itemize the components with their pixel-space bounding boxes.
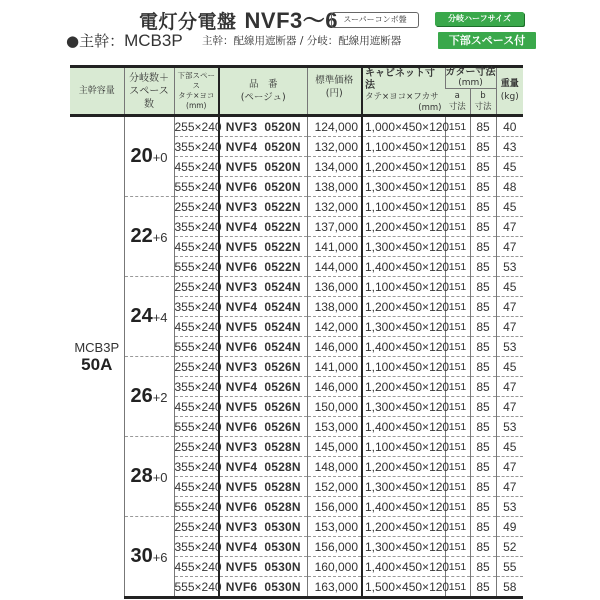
cabinet-size-cell: 1,200×450×120 [362, 297, 445, 317]
model-number-cell: NVF6 0526N [219, 417, 307, 437]
model-number-cell: NVF6 0520N [219, 177, 307, 197]
gutter-b-cell: 85 [470, 497, 496, 517]
header-gutter: ガター寸法 (mm) [445, 67, 496, 89]
gutter-b-cell: 85 [470, 337, 496, 357]
gutter-a-cell: 151 [445, 116, 470, 137]
bottom-space-badge: 下部スペース付 [438, 32, 536, 49]
branch-count-cell [124, 517, 174, 598]
gutter-a-cell: 151 [445, 237, 470, 257]
price-cell: 146,000 [307, 337, 362, 357]
model-number-cell: NVF6 0524N [219, 337, 307, 357]
branch-count-cell [124, 277, 174, 357]
bottom-space-cell: 555×240 [174, 497, 219, 517]
gutter-a-cell: 151 [445, 377, 470, 397]
bottom-space-cell: 255×240 [174, 197, 219, 217]
gutter-b-cell: 85 [470, 577, 496, 598]
branch-count: 24 [130, 305, 153, 327]
gutter-b-cell: 85 [470, 157, 496, 177]
model-number-cell: NVF6 0530N [219, 577, 307, 598]
model-number-cell: NVF4 0524N [219, 297, 307, 317]
spec-table [70, 65, 523, 599]
price-cell: 141,000 [307, 357, 362, 377]
price-cell: 138,000 [307, 177, 362, 197]
branch-count: 30 [130, 545, 153, 567]
gutter-a-cell: 151 [445, 257, 470, 277]
gutter-b-cell: 85 [470, 177, 496, 197]
model-number-cell: NVF5 0520N [219, 157, 307, 177]
bottom-space-cell: 555×240 [174, 257, 219, 277]
gutter-a-cell: 151 [445, 197, 470, 217]
gutter-b-cell: 85 [470, 317, 496, 337]
header-price: 標準価格 (円) [307, 67, 362, 116]
model-number-cell: NVF5 0522N [219, 237, 307, 257]
branch-count: 20 [130, 145, 153, 167]
weight-cell: 45 [496, 277, 523, 297]
bottom-space-cell: 255×240 [174, 517, 219, 537]
weight-cell: 45 [496, 197, 523, 217]
gutter-b-cell: 85 [470, 457, 496, 477]
price-cell: 138,000 [307, 297, 362, 317]
model-number-cell: NVF4 0522N [219, 217, 307, 237]
gutter-a-cell: 151 [445, 537, 470, 557]
weight-cell: 47 [496, 377, 523, 397]
table-row [70, 437, 523, 457]
gutter-b-cell: 85 [470, 537, 496, 557]
cabinet-size-cell: 1,300×450×120 [362, 477, 445, 497]
header-weight: 重量 (kg) [496, 67, 523, 116]
cabinet-size-cell: 1,100×450×120 [362, 277, 445, 297]
space-count: +0 [152, 470, 168, 485]
weight-cell: 53 [496, 417, 523, 437]
branch-count: 26 [130, 385, 153, 407]
cabinet-size-cell: 1,100×450×120 [362, 197, 445, 217]
bottom-space-cell: 455×240 [174, 477, 219, 497]
bottom-space-cell: 555×240 [174, 177, 219, 197]
weight-cell: 45 [496, 157, 523, 177]
weight-cell: 40 [496, 116, 523, 137]
price-cell: 160,000 [307, 557, 362, 577]
breaker-description: 主幹：配線用遮断器 / 分岐：配線用遮断器 [202, 35, 402, 47]
price-cell: 148,000 [307, 457, 362, 477]
model-number-cell: NVF6 0528N [219, 497, 307, 517]
model-number-cell: NVF4 0520N [219, 137, 307, 157]
weight-cell: 47 [496, 217, 523, 237]
cabinet-size-cell: 1,300×450×120 [362, 177, 445, 197]
price-cell: 153,000 [307, 417, 362, 437]
cabinet-size-cell: 1,200×450×120 [362, 157, 445, 177]
weight-cell: 43 [496, 137, 523, 157]
cabinet-size-cell: 1,100×450×120 [362, 437, 445, 457]
gutter-b-cell: 85 [470, 137, 496, 157]
super-combo-badge: スーパーコンボ盤 [331, 12, 419, 28]
header-branches: 分岐数＋ スペース数 [124, 67, 174, 116]
weight-cell: 47 [496, 457, 523, 477]
model-number-cell: NVF3 0524N [219, 277, 307, 297]
bottom-space-cell: 355×240 [174, 377, 219, 397]
model-number-cell: NVF3 0526N [219, 357, 307, 377]
branch-count: 22 [130, 225, 153, 247]
bottom-space-cell: 255×240 [174, 437, 219, 457]
price-cell: 150,000 [307, 397, 362, 417]
title-text: 電灯分電盤 [139, 11, 237, 33]
model-number-cell: NVF4 0526N [219, 377, 307, 397]
price-cell: 152,000 [307, 477, 362, 497]
table-row [70, 116, 523, 137]
capacity-type: MCB3P [74, 339, 120, 355]
space-count: +4 [152, 310, 168, 325]
gutter-a-cell: 151 [445, 317, 470, 337]
gutter-a-cell: 151 [445, 497, 470, 517]
price-cell: 156,000 [307, 497, 362, 517]
gutter-b-cell: 85 [470, 237, 496, 257]
cabinet-size-cell: 1,200×450×120 [362, 217, 445, 237]
branch-count-cell [124, 197, 174, 277]
model-number-cell: NVF4 0528N [219, 457, 307, 477]
main-breaker-prefix: ●主幹： [66, 32, 125, 50]
gutter-b-cell: 85 [470, 437, 496, 457]
price-cell: 142,000 [307, 317, 362, 337]
price-cell: 124,000 [307, 116, 362, 137]
weight-cell: 53 [496, 497, 523, 517]
header-capacity: 主幹容量 [70, 67, 124, 116]
model-number-cell: NVF4 0530N [219, 537, 307, 557]
header-bottom-space: 下部スペース タテ×ヨコ (mm) [174, 67, 219, 116]
weight-cell: 55 [496, 557, 523, 577]
price-cell: 136,000 [307, 277, 362, 297]
price-cell: 146,000 [307, 377, 362, 397]
bottom-space-cell: 555×240 [174, 337, 219, 357]
branch-count: 28 [130, 465, 153, 487]
cabinet-size-cell: 1,400×450×120 [362, 557, 445, 577]
gutter-a-cell: 151 [445, 137, 470, 157]
bottom-space-cell: 355×240 [174, 457, 219, 477]
branch-count-cell [124, 437, 174, 517]
half-size-badge: 分岐ハーフサイズ [435, 12, 524, 26]
gutter-b-cell: 85 [470, 217, 496, 237]
gutter-a-cell: 151 [445, 477, 470, 497]
gutter-a-cell: 151 [445, 457, 470, 477]
gutter-a-cell: 151 [445, 397, 470, 417]
cabinet-size-cell: 1,300×450×120 [362, 537, 445, 557]
gutter-a-cell: 151 [445, 277, 470, 297]
model-number-cell: NVF3 0530N [219, 517, 307, 537]
capacity-amps: 50A [81, 354, 113, 374]
model-number-cell: NVF3 0528N [219, 437, 307, 457]
space-count: +0 [152, 150, 168, 165]
cabinet-size-cell: 1,000×450×120 [362, 116, 445, 137]
cabinet-size-cell: 1,500×450×120 [362, 577, 445, 598]
bottom-space-cell: 455×240 [174, 157, 219, 177]
header-model: 品 番 (ページュ) [219, 67, 307, 116]
price-cell: 144,000 [307, 257, 362, 277]
weight-cell: 47 [496, 397, 523, 417]
bottom-space-cell: 355×240 [174, 137, 219, 157]
table-row [70, 197, 523, 217]
table-body [70, 116, 523, 598]
space-count: +6 [152, 550, 168, 565]
price-cell: 134,000 [307, 157, 362, 177]
gutter-b-cell: 85 [470, 377, 496, 397]
table-row [70, 357, 523, 377]
weight-cell: 49 [496, 517, 523, 537]
gutter-b-cell: 85 [470, 257, 496, 277]
table-header [70, 67, 523, 116]
weight-cell: 58 [496, 577, 523, 598]
weight-cell: 47 [496, 297, 523, 317]
bottom-space-cell: 255×240 [174, 277, 219, 297]
weight-cell: 53 [496, 257, 523, 277]
header-gutter-a: a 寸法 [445, 89, 470, 116]
gutter-a-cell: 151 [445, 217, 470, 237]
cabinet-size-cell: 1,300×450×120 [362, 237, 445, 257]
model-range: NVF3〜6 [244, 8, 338, 33]
price-cell: 153,000 [307, 517, 362, 537]
price-cell: 156,000 [307, 537, 362, 557]
weight-cell: 45 [496, 357, 523, 377]
space-count: +2 [152, 390, 168, 405]
model-number-cell: NVF3 0520N [219, 116, 307, 137]
cabinet-size-cell: 1,400×450×120 [362, 497, 445, 517]
weight-cell: 48 [496, 177, 523, 197]
bottom-space-cell: 255×240 [174, 116, 219, 137]
bottom-space-cell: 555×240 [174, 577, 219, 598]
bottom-space-cell: 455×240 [174, 317, 219, 337]
cabinet-size-cell: 1,400×450×120 [362, 257, 445, 277]
cabinet-size-cell: 1,100×450×120 [362, 357, 445, 377]
gutter-a-cell: 151 [445, 357, 470, 377]
price-cell: 163,000 [307, 577, 362, 598]
cabinet-size-cell: 1,400×450×120 [362, 337, 445, 357]
gutter-b-cell: 85 [470, 277, 496, 297]
gutter-b-cell: 85 [470, 517, 496, 537]
weight-cell: 53 [496, 337, 523, 357]
main-breaker-label [66, 30, 183, 51]
gutter-b-cell: 85 [470, 116, 496, 137]
cabinet-size-cell: 1,400×450×120 [362, 417, 445, 437]
gutter-a-cell: 151 [445, 577, 470, 598]
gutter-b-cell: 85 [470, 557, 496, 577]
weight-cell: 47 [496, 317, 523, 337]
model-number-cell: NVF3 0522N [219, 197, 307, 217]
price-cell: 141,000 [307, 237, 362, 257]
gutter-a-cell: 151 [445, 177, 470, 197]
weight-cell: 47 [496, 237, 523, 257]
bottom-space-cell: 455×240 [174, 397, 219, 417]
bottom-space-cell: 555×240 [174, 417, 219, 437]
branch-count-cell [124, 357, 174, 437]
bottom-space-cell: 455×240 [174, 237, 219, 257]
model-number-cell: NVF6 0522N [219, 257, 307, 277]
gutter-a-cell: 151 [445, 337, 470, 357]
capacity-cell [70, 116, 124, 598]
main-breaker-value: MCB3P [124, 31, 183, 50]
cabinet-size-cell: 1,200×450×120 [362, 377, 445, 397]
bottom-space-cell: 355×240 [174, 537, 219, 557]
subtitle-row [0, 30, 600, 52]
header-cabinet: キャビネット寸法 タテ×ヨコ×フカサ (mm) [362, 67, 445, 116]
model-number-cell: NVF5 0524N [219, 317, 307, 337]
title-row [0, 4, 600, 33]
weight-cell: 45 [496, 437, 523, 457]
gutter-b-cell: 85 [470, 297, 496, 317]
cabinet-size-cell: 1,300×450×120 [362, 317, 445, 337]
gutter-a-cell: 151 [445, 297, 470, 317]
gutter-b-cell: 85 [470, 477, 496, 497]
bottom-space-cell: 355×240 [174, 217, 219, 237]
gutter-b-cell: 85 [470, 197, 496, 217]
header-gutter-b: b 寸法 [470, 89, 496, 116]
gutter-a-cell: 151 [445, 157, 470, 177]
cabinet-size-cell: 1,300×450×120 [362, 397, 445, 417]
price-cell: 145,000 [307, 437, 362, 457]
weight-cell: 47 [496, 477, 523, 497]
bottom-space-cell: 355×240 [174, 297, 219, 317]
cabinet-size-cell: 1,200×450×120 [362, 517, 445, 537]
gutter-b-cell: 85 [470, 417, 496, 437]
cabinet-size-cell: 1,200×450×120 [362, 457, 445, 477]
bottom-space-cell: 255×240 [174, 357, 219, 377]
gutter-a-cell: 151 [445, 517, 470, 537]
price-cell: 137,000 [307, 217, 362, 237]
gutter-b-cell: 85 [470, 397, 496, 417]
gutter-b-cell: 85 [470, 357, 496, 377]
model-number-cell: NVF5 0528N [219, 477, 307, 497]
gutter-a-cell: 151 [445, 437, 470, 457]
branch-count-cell [124, 116, 174, 197]
price-cell: 132,000 [307, 197, 362, 217]
gutter-a-cell: 151 [445, 417, 470, 437]
price-cell: 132,000 [307, 137, 362, 157]
gutter-a-cell: 151 [445, 557, 470, 577]
table-row [70, 517, 523, 537]
space-count: +6 [152, 230, 168, 245]
bottom-space-cell: 455×240 [174, 557, 219, 577]
table-row [70, 277, 523, 297]
cabinet-size-cell: 1,100×450×120 [362, 137, 445, 157]
model-number-cell: NVF5 0530N [219, 557, 307, 577]
model-number-cell: NVF5 0526N [219, 397, 307, 417]
weight-cell: 52 [496, 537, 523, 557]
